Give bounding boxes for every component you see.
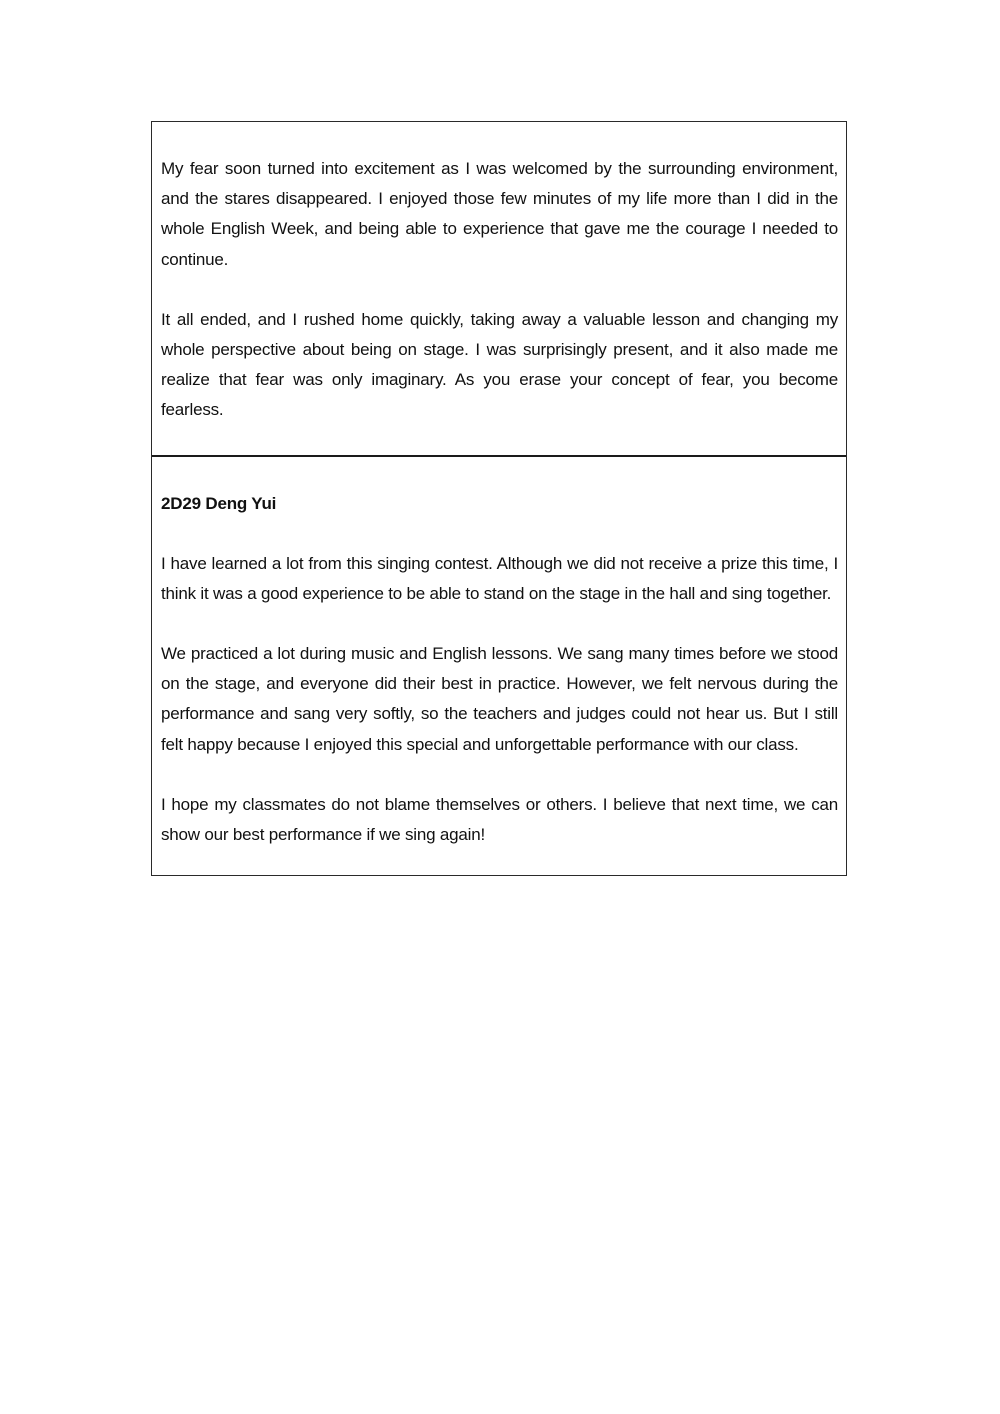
paragraph: My fear soon turned into excitement as I was welcomed by the surrounding environment, and the stares disappeared. I enjoyed those few minutes of my life more than I did in the whole English Week, and being able to experience that gave me the courage I needed to continue. bbox=[161, 159, 838, 269]
paragraph: I have learned a lot from this singing contest. Although we did not receive a prize this time, I think it was a good experience to be able to stand on the stage in the hall and sing together. bbox=[161, 553, 838, 603]
reflection-table bbox=[151, 121, 847, 876]
paragraph: We practiced a lot during music and English lessons. We sang many times before we stood on the stage, and everyone did their best in practice. However, we felt nervous during the performance and sang very softly, so the teachers and judges could not hear us. But I still felt happy because I enjoyed this special and unforgettable performance with our class. bbox=[161, 644, 838, 754]
reflection-cell-deng-yui bbox=[152, 455, 846, 876]
paragraph: It all ended, and I rushed home quickly, taking away a valuable lesson and changing my whole perspective about being on stage. I was surprisingly present, and it also made me realize that fear was only imaginary. As you erase your concept of fear, you become fearless. bbox=[161, 309, 838, 420]
author-heading: 2D29 Deng Yui bbox=[161, 493, 277, 513]
reflection-cell-continued bbox=[152, 122, 846, 455]
paragraph: I hope my classmates do not blame themselves or others. I believe that next time, we can show our best performance if we sing again! bbox=[161, 794, 838, 845]
